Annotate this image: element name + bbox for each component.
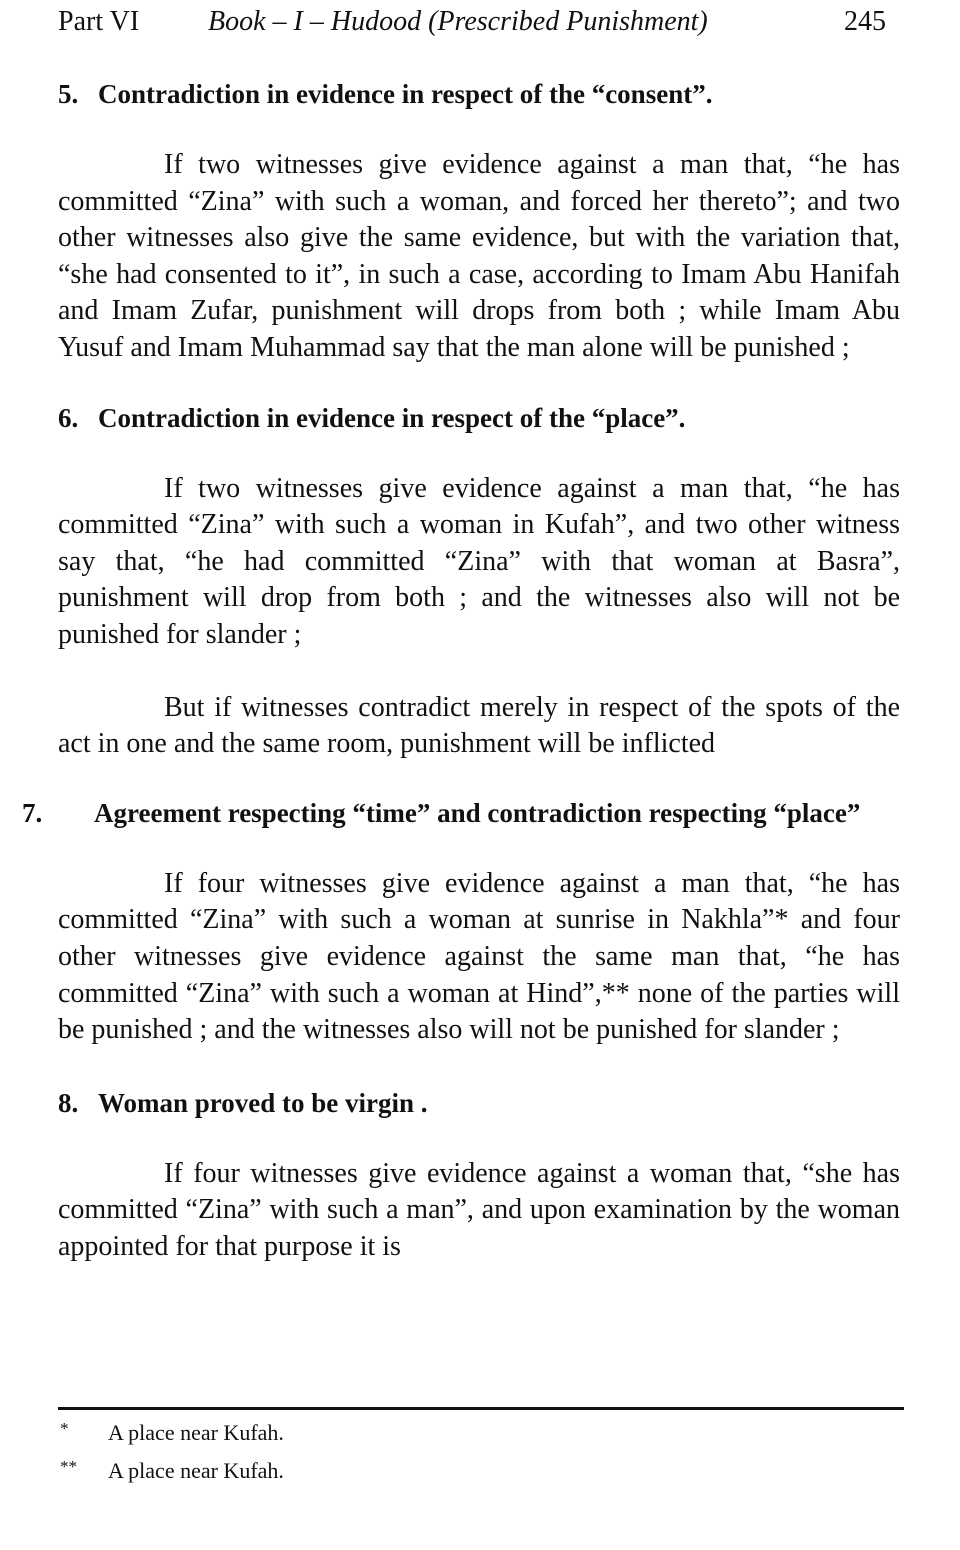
section-title: Woman proved to be virgin . [98,1087,428,1118]
footnote-mark: ** [60,1457,77,1476]
running-head [58,0,900,44]
page-number: 245 [844,6,886,37]
body-paragraph: If two witnesses give evidence against a man that, “he has committed “Zina” with such a woman in Kufah”, and two other witness say that, “he had committed “Zina” with that woman at Basra”, punishment will drop from both ; and the witnesses also will not be punished for slander ; [58,472,900,650]
section-heading-5 [58,76,900,113]
footnote-mark: * [60,1419,69,1438]
footnotes [58,1414,904,1490]
footnote [58,1452,904,1490]
section-title: Agreement respecting “time” and contradiction respecting “place” [94,797,861,828]
section-heading-7 [22,795,900,832]
body-paragraph: If four witnesses give evidence against a man that, “he has committed “Zina” with such a woman at sunrise in Nakhla”* and four other witnesses give evidence against the same man that, “he has committed “Zina” with such a woman at Hind”,** none of the parties will be punished ; and the witnesses also will not be punished for slander ; [58,867,900,1046]
body-paragraph: If two witnesses give evidence against a man that, “he has committed “Zina” with such a woman, and forced her thereto”; and two other witnesses also give the same evidence, but with the variation that, “she had consented to it”, in such a case, according to Imam Abu Hanifah and Imam Zufar, punishment will drops from both ; while Imam Abu Yusuf and Imam Muhammad say that the man alone will be punished ; [58,149,900,363]
section-number: 6. [58,402,79,433]
body-paragraph: If four witnesses give evidence against a woman that, “she has committed “Zina” with such a man”, and upon examination by the woman appointed for that purpose it is [58,1157,900,1262]
section-heading-8 [58,1085,900,1122]
book-page [22,0,900,1265]
footnote [58,1414,904,1452]
footnote-rule [58,1407,904,1410]
footnote-text: A place near Kufah. [108,1458,284,1483]
section-number: 8. [58,1087,79,1118]
section-title: Contradiction in evidence in respect of the “place”. [98,402,686,433]
book-title: Book – I – Hudood (Prescribed Punishment) [208,6,708,37]
footnote-text: A place near Kufah. [108,1420,284,1445]
section-number: 5. [58,79,79,109]
section-number: 7. [22,797,43,828]
body-paragraph: But if witnesses contradict merely in respect of the spots of the act in one and the same room, punishment will be inflicted [58,691,900,760]
section-title: Contradiction in evidence in respect of the “consent”. [98,79,713,109]
section-heading-6 [58,400,900,437]
part-label: Part VI [58,6,140,37]
